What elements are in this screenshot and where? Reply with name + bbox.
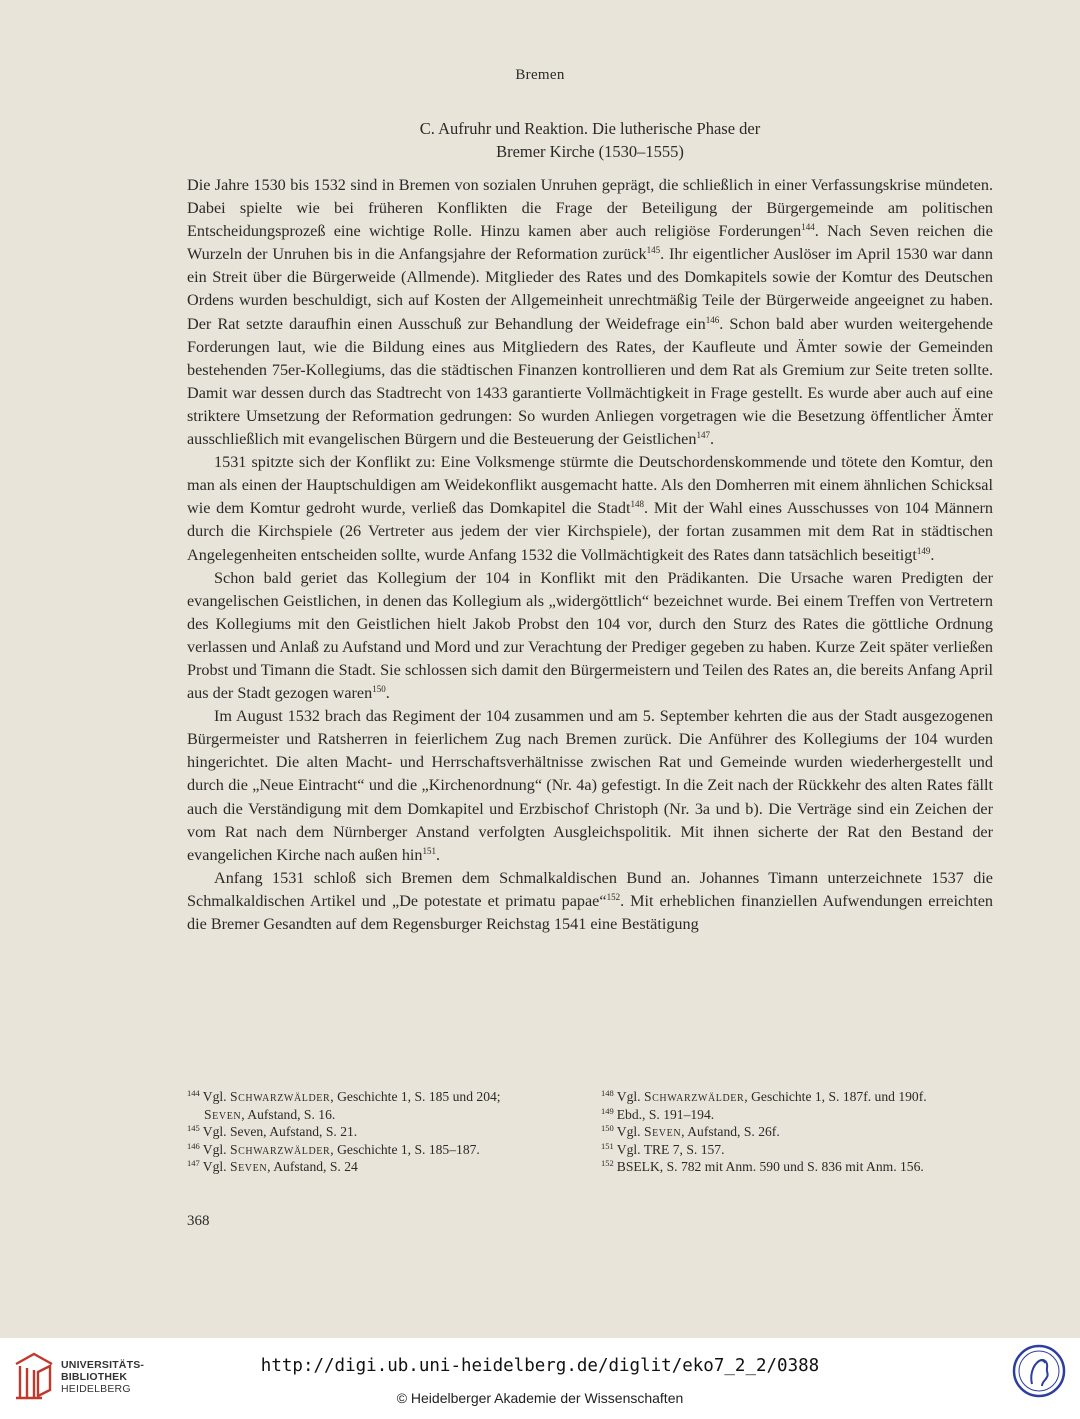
permalink-url[interactable]: http://digi.ub.uni-heidelberg.de/diglit/eko7_2_2/0388 xyxy=(260,1356,820,1376)
footnote-148: $^{148}$ Vgl. Schwarzwälder, Geschichte 1, S. 187f. und 190f. xyxy=(601,1088,927,1104)
footnote-152: $^{152}$ BSELK, S. 782 mit Anm. 590 und S. 836 mit Anm. 156. xyxy=(601,1158,924,1175)
section-title xyxy=(0,117,1080,163)
footnote-151: $^{151}$ Vgl. TRE 7, S. 157. xyxy=(601,1140,725,1157)
footnote-146: $^{146}$ Vgl. Schwarzwälder, Geschichte 1, S. 185–187. xyxy=(187,1140,480,1157)
page-number: 368 xyxy=(187,1213,210,1229)
footnotes-right-column xyxy=(601,1088,993,1176)
footnote-ref[interactable]: 146 xyxy=(705,314,720,325)
academy-seal-icon[interactable] xyxy=(1012,1344,1066,1398)
paragraph-4: Im August 1532 brach das Regiment der 104 zusammen und am 5. September kehrten die aus der Stadt ausgezogenen Bürgermeister und Ratsherren in feierlichem Zug nach Bremen zurück. Die Anführer des Kollegiums der 104 wurden hingerichtet. Die alten Macht- und Herrschaftsverhältnisse zwischen Rat und Gemeinde wurden wiederhergestellt und durch die „Neue Eintracht“ und die „Kirchenordnung“ (Nr. 4a) gefestigt. In die Zeit nach der Rückkehr des alten Rates fällt auch die Verständigung mit dem Domkapitel und Erzbischof Christoph (Nr. 3a und b). Die Verträge sind ein Zeichen der vom Rat nach dem Nürnberger Anstand verfolgten Ausgleichspolitik. Mit ihnen sicherte der Rat den Bestand der evangelichen Kirche nach außen hin$^{151}$. xyxy=(187,707,993,864)
footnotes-left-column xyxy=(187,1088,579,1176)
footnote-ref[interactable]: 147 xyxy=(696,430,710,441)
footnote-ref[interactable]: 152 xyxy=(606,891,621,902)
running-head: Bremen xyxy=(515,67,565,83)
footnote-147: $^{147}$ Vgl. Seven, Aufstand, S. 24 xyxy=(187,1158,358,1175)
section-title-line1: C. Aufruhr und Reaktion. Die lutherische Phase der xyxy=(419,119,761,138)
section-title-line2: Bremer Kirche (1530–1555) xyxy=(496,142,684,161)
paragraph-3: Schon bald geriet das Kollegium der 104 in Konflikt mit den Prädikanten. Die Ursache waren Predigten der evangelischen Geistlichen, in denen das Kollegium als „widergöttlich“ bezeichnet wurde. Bei einem Treffen von Vertretern des Kollegiums mit den Geistlichen hielt Jakob Probst den 104 vor, durch den Sturz des Rates die göttliche Ordnung verlassen und Anlaß zu Aufstand und Mord und zur Verachtung der Prediger gegeben zu haben. Kurze Zeit später verließen Probst und Timann die Stadt. Sie schlossen sich damit den Bürgermeistern und Teilen des Rates an, die bereits Anfang April aus der Stadt gezogen waren$^{150}$. xyxy=(187,568,993,703)
footnote-149: $^{149}$ Ebd., S. 191–194. xyxy=(601,1105,715,1122)
footnote-ref[interactable]: 150 xyxy=(372,684,386,695)
viewer-footer xyxy=(0,1338,1080,1419)
footnote-ref[interactable]: 151 xyxy=(422,845,437,856)
footnote-144: $^{144}$ Vgl. Schwarzwälder, Geschichte 1, S. 185 und 204; Seven, Aufstand, S. 16. xyxy=(187,1088,501,1122)
footnotes xyxy=(187,1088,993,1176)
footnote-150: $^{150}$ Vgl. Seven, Aufstand, S. 26f. xyxy=(601,1123,780,1140)
paragraph-5: Anfang 1531 schloß sich Bremen dem Schmalkaldischen Bund an. Johannes Timann unterzeichnete 1537 die Schmalkaldischen Artikel und „De potestate et primatu papae“$^{152}$. Mit erheblichen finanziellen Aufwendungen erreichten die Bremer Gesandten auf dem Regensburger Reichstag 1541 eine Bestätigung xyxy=(187,868,993,933)
footnote-ref[interactable]: 149 xyxy=(916,545,931,556)
footnote-ref[interactable]: 148 xyxy=(630,499,645,510)
footnote-ref[interactable]: 145 xyxy=(646,245,661,256)
body-text xyxy=(187,174,993,936)
library-logo-text: UNIVERSITÄTS- BIBLIOTHEK HEIDELBERG xyxy=(61,1359,145,1395)
footnote-145: $^{145}$ Vgl. Seven, Aufstand, S. 21. xyxy=(187,1123,358,1140)
copyright-notice: © Heidelberger Akademie der Wissenschaften xyxy=(396,1390,684,1406)
paragraph-2: 1531 spitzte sich der Konflikt zu: Eine Volksmenge stürmte die Deutschordenskommende und tötete den Komtur, den man als einen der Hauptschuldigen am Weidekonflikt ausgemacht hatte. Als den Domherren mit einem ähnlichen Schicksal wie dem Komtur gedroht wurde, verließ das Domkapitel die Stadt$^{148}$. Mit der Wahl eines Ausschusses von 104 Männern durch die Kirchspiele (26 Vertreter aus jedem der vier Kirchspiele), der fortan zusammen mit dem Rat in städtischen Angelegenheiten entscheiden sollte, wurde Anfang 1532 die Vollmächtigkeit des Rates dann tatsächlich beseitigt$^{149}$. xyxy=(187,453,994,564)
paragraph-1: Die Jahre 1530 bis 1532 sind in Bremen von sozialen Unruhen geprägt, die schließlich in einer Verfassungskrise mündeten. Dabei spielte wie bei früheren Konflikten die Frage der Beteiligung der Bürgergemeinde am politischen Entscheidungsprozeß eine wichtige Rolle. Hinzu kamen aber auch religiöse Forderungen$^{144}$. Nach Seven reichen die Wurzeln der Unruhen bis in die Anfangsjahre der Reformation zurück$^{145}$. Ihr eigentlicher Auslöser im April 1530 war dann ein Streit über die Bürgerweide (Allmende). Mitglieder des Rates und des Domkapitels sowie der Komtur des Deutschen Ordens wurden beschuldigt, sich auf Kosten der Allgemeinheit unrechtmäßig Teile der Bürgerweide angeeignet zu haben. Der Rat setzte daraufhin einen Ausschuß zur Behandlung der Weidefrage ein$^{146}$. Schon bald aber wurden weitergehende Forderungen laut, wie die Bildung eines aus Mitgliedern des Rates, der Kaufleute und Ämter sowie der Gemeinden bestehenden 75er-Kollegiums, das die städtischen Finanzen kontrollieren und dem Rat als Gremium zur Seite treten sollte. Damit war dessen durch das Stadtrecht von 1433 garantierte Vollmächtigkeit in Frage gestellt. Es wurde aber auch auf eine striktere Umsetzung der Reformation gedrungen: So wurden Anliegen vorgetragen wie die Besetzung öffentlicher Ämter ausschließlich mit evangelischen Bürgern und die Besteuerung der Geistlichen$^{147}$. xyxy=(187,176,993,449)
footnote-ref[interactable]: 144 xyxy=(801,222,815,233)
